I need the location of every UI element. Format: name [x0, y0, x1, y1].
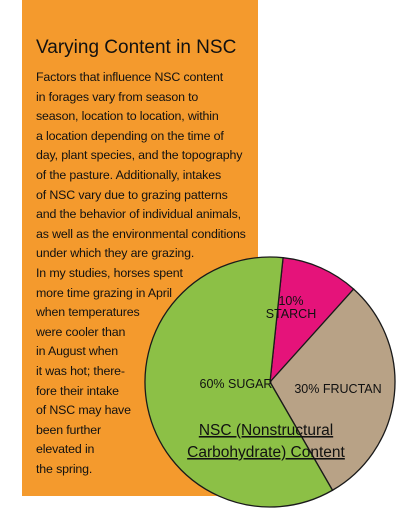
body-line: Factors that influence NSC content	[36, 70, 224, 84]
body-line: In my studies, horses spent	[36, 265, 183, 280]
body-line: of the pasture. Additionally, intakes	[36, 167, 222, 182]
slice-label: 30% FRUCTAN	[294, 382, 382, 396]
panel-title: Varying Content in NSC	[36, 37, 237, 58]
body-line: elevated in	[36, 442, 95, 457]
slice-label: 60% SUGAR	[199, 377, 273, 391]
body-line: of NSC vary due to grazing patterns	[36, 187, 228, 202]
body-line: in August when	[36, 344, 118, 359]
chart-title-text: NSC (Nonstructural Carbohydrate) Content	[187, 422, 345, 461]
body-line: as well as the environmental conditions	[36, 226, 246, 241]
body-line: it was hot; there-	[36, 363, 125, 378]
slice-label: 10% STARCH	[265, 294, 317, 321]
body-line: when temperatures	[36, 305, 140, 320]
body-line: were cooler than	[36, 324, 126, 339]
body-line: in forages vary from season to	[36, 89, 199, 104]
body-line: day, plant species, and the topography	[36, 148, 243, 163]
body-line: season, location to location, within	[36, 109, 219, 124]
body-line: been further	[36, 422, 102, 437]
body-line: a location depending on the time of	[36, 128, 224, 143]
body-line: and the behavior of individual animals,	[36, 207, 241, 222]
body-line: under which they are grazing.	[36, 246, 195, 261]
body-line: more time grazing in April	[36, 285, 172, 300]
body-line: the spring.	[36, 461, 93, 476]
body-line: fore their intake	[36, 383, 119, 398]
body-line: of NSC may have	[36, 403, 131, 418]
